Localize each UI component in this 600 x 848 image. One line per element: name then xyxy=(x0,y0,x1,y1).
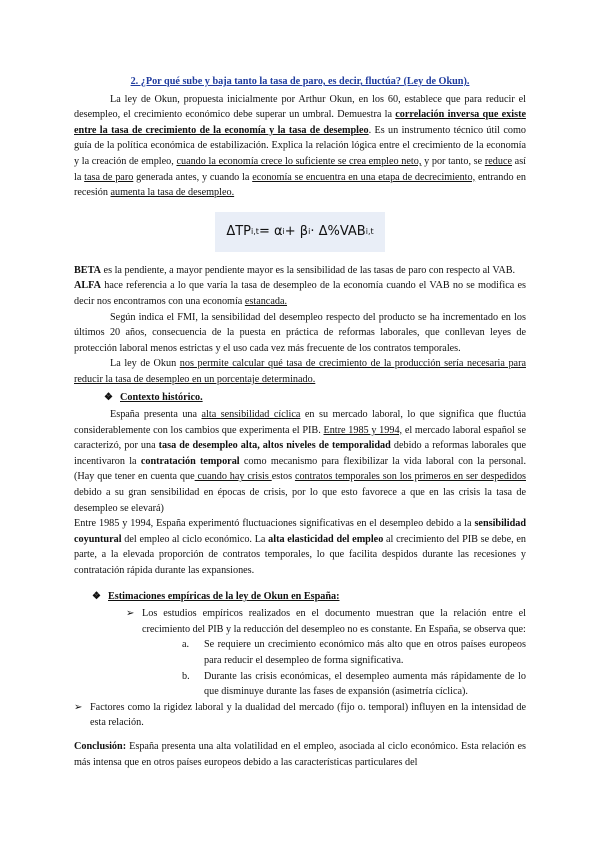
list-item xyxy=(182,637,526,668)
list-item-text: Los estudios empíricos realizados en el documento muestran que la relación entre el crecimiento del PIB y la reducción del desempleo no es constante. En España, se observa que: xyxy=(142,608,526,635)
formula-part: · Δ%VAB xyxy=(310,223,366,239)
beta-paragraph xyxy=(74,263,526,279)
document-page xyxy=(74,74,526,770)
heading-text: Contexto histórico. xyxy=(120,391,203,403)
diamond-bullet-icon: ❖ xyxy=(104,391,114,403)
formula-part: + β xyxy=(284,223,309,239)
text: generada antes, y cuando la xyxy=(133,171,253,183)
alfa-paragraph xyxy=(74,278,526,309)
text: . Es un instrumento técnico útil como guía de la política económica de estabilización. Explica la relación lógica entre el crecimiento de la economía y la creación de empleo, xyxy=(74,124,526,167)
text: hace referencia a lo que varía la tasa de desempleo de la economía cuando el VAB no se modifica es decir nos encontramos con una economía xyxy=(74,280,526,307)
emphasis: correlación inversa que existe entre la tasa de crecimiento de la economía y la tasa de desempleo xyxy=(74,109,526,136)
text: al crecimiento del PIB se debe, en parte, a la elevada proporción de contratos temporales, lo que facilita despidos durante las recesiones y contratación rápida durante las expansiones. xyxy=(74,533,526,577)
underline: cuando la economía crece lo suficiente se crea empleo neto, xyxy=(176,155,422,167)
emphasis: tasa de desempleo alta, altos niveles de temporalidad xyxy=(158,440,391,452)
emphasis: sensibilidad coyuntural xyxy=(74,518,526,545)
text: y por tanto, se xyxy=(421,155,485,167)
text: entrando en recesión xyxy=(74,171,526,199)
list-item xyxy=(126,606,526,637)
underline: alta sensibilidad cíclica xyxy=(201,409,301,421)
underline: nos permite calcular qué tasa de crecimiento de la producción sería necesaria para reducir la tasa de desempleo en un porcentaje determinado. xyxy=(74,358,526,385)
underline: aumenta la tasa de desempleo. xyxy=(110,187,235,199)
entre-paragraph xyxy=(74,516,526,578)
text: debido a su gran sensibilidad en épocas de crisis, por lo que esto favorece a que en las crisis la tasa de desempleo se elevará) xyxy=(74,487,526,514)
formula-sub: i,t xyxy=(251,226,259,236)
espana-paragraph xyxy=(74,407,526,516)
emphasis: contratación temporal xyxy=(140,455,240,467)
text: es la pendiente, a mayor pendiente mayor es la sensibilidad de las tasas de paro con respecto al VAB. xyxy=(101,264,516,276)
text: en su mercado laboral, lo que significa que fluctúa considerablemente con los cambios que experimenta el PIB. xyxy=(74,409,527,436)
diamond-bullet-icon: ❖ xyxy=(92,590,102,602)
formula-sub: i,t xyxy=(365,226,374,236)
list-item xyxy=(74,700,526,731)
text: La ley de Okun, propuesta inicialmente por Arthur Okun, en los 60, establece que para reducir el desempleo, el crecimiento económico debe superar un umbral. Demuestra la xyxy=(74,93,526,121)
text: como mecanismo para flexibilizar la vida laboral con la personal. (Hay que tener en cuenta que xyxy=(74,455,526,483)
okun-calc-paragraph xyxy=(74,356,526,387)
underline: cuando hay crisis xyxy=(194,471,272,483)
conclusion-paragraph xyxy=(74,739,526,770)
underline: reduce xyxy=(484,155,512,167)
list-item-text: Factores como la rigidez laboral y la dualidad del mercado (fijo o. temporal) influyen en la intensidad de esta relación. xyxy=(90,701,526,729)
list-item-text: Se requiere un crecimiento económico más alto que en otros países europeos para reducir el desempleo de forma significativa. xyxy=(204,639,526,666)
section-title: 2. ¿Por qué sube y baja tanto la tasa de paro, es decir, fluctúa? (Ley de Okun). xyxy=(130,76,470,87)
heading-text: Estimaciones empíricas de la ley de Okun en España: xyxy=(108,590,340,602)
fmi-paragraph: Según indica el FMI, la sensibilidad del desempleo respecto del producto se ha incrementado en los últimos 20 años, consecuencia de la puesta en práctica de reformas laborales, que conllevan leyes de protección laboral menos estrictas y el uso cada vez más frecuente de los contratos temporales. xyxy=(74,311,526,354)
list-item-text: Durante las crisis económicas, el desempleo aumenta más rápidamente de lo que disminuye durante las fases de expansión (asimetría cíclica). xyxy=(204,670,526,698)
formula-part: ΔTP xyxy=(226,223,252,239)
okun-formula xyxy=(215,212,385,252)
text: el mercado laboral español se caracterizó, por una xyxy=(74,424,526,452)
term-label: Conclusión: xyxy=(74,740,127,752)
underline: economía se encuentra en una etapa de decrecimiento, xyxy=(252,171,476,183)
formula-part: = α xyxy=(258,223,283,239)
list-marker: b. xyxy=(182,670,190,682)
underline: contratos temporales son los primeros en ser despedidos xyxy=(294,471,526,483)
formula-sub: i xyxy=(308,226,311,236)
estimaciones-heading xyxy=(92,589,526,605)
underline: tasa de paro xyxy=(84,171,134,183)
list-marker: a. xyxy=(182,639,190,651)
intro-paragraph xyxy=(74,92,526,201)
arrow-bullet-icon: ➢ xyxy=(74,701,83,713)
formula-sub: i xyxy=(282,226,285,236)
text: estos xyxy=(271,471,295,483)
term-label: BETA xyxy=(74,264,101,276)
formula-container xyxy=(74,207,526,257)
contexto-heading xyxy=(104,390,526,406)
text: Entre 1985 y 1994, España experimentó fluctuaciones significativas en el desempleo debido a la xyxy=(74,518,475,530)
text: España presenta una xyxy=(110,409,202,421)
underline: Entre 1985 y 1994, xyxy=(323,424,403,436)
text: La ley de Okun xyxy=(110,358,180,370)
text: del empleo al ciclo económico. La xyxy=(121,533,269,545)
term-label: ALFA xyxy=(74,280,101,292)
emphasis: alta elasticidad del empleo xyxy=(268,533,384,545)
text: España presenta una alta volatilidad en el empleo, asociada al ciclo económico. Esta relación es más intensa que en otros países europeos debido a las características particulares del xyxy=(74,740,526,768)
arrow-bullet-icon: ➢ xyxy=(126,608,135,620)
underline: estancada. xyxy=(244,295,288,307)
text: debido a reformas laborales que incentivaron la xyxy=(74,440,526,467)
text: así la xyxy=(74,155,526,183)
list-item xyxy=(182,669,526,700)
